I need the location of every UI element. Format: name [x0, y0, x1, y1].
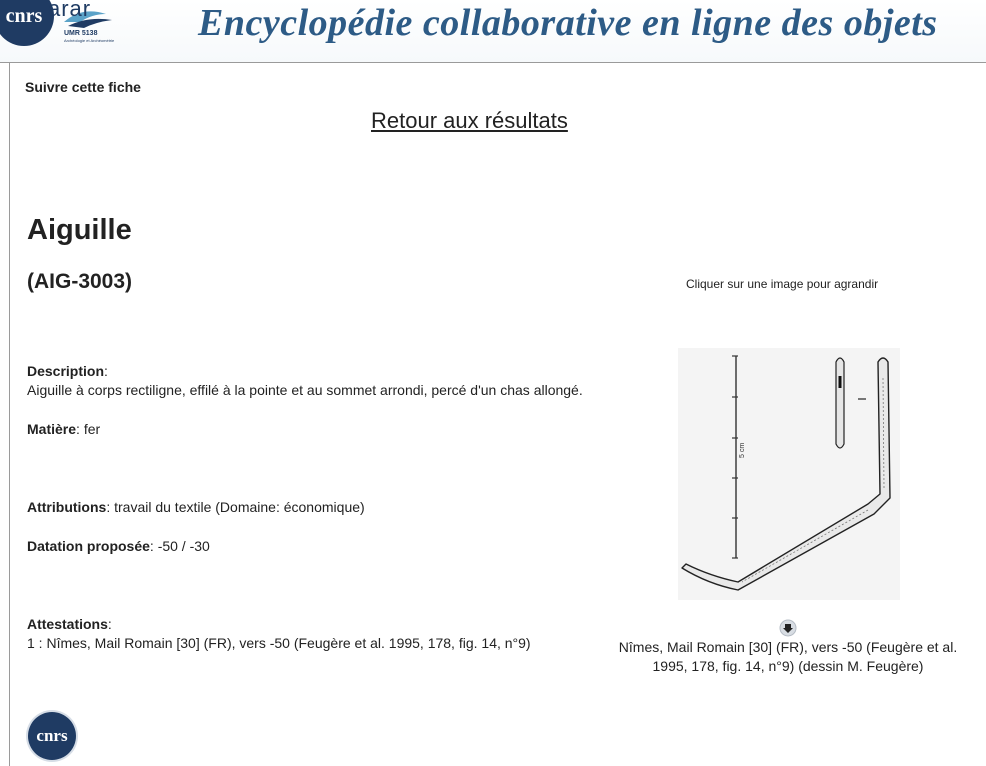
attestation-item: 1 : Nîmes, Mail Romain [30] (FR), vers -50 (Feugère et al. 1995, 178, fig. 14, n°9)	[27, 635, 531, 651]
cnrs-footer-logo[interactable]	[28, 712, 76, 760]
description-label: Description	[27, 363, 105, 379]
image-caption: Nîmes, Mail Romain [30] (FR), vers -50 (Feugère et al. 1995, 178, fig. 14, n°9) (dessin M. Feugère)	[618, 639, 958, 674]
cnrs-logo-text: cnrs	[5, 4, 43, 27]
page-title: Aiguille	[27, 214, 132, 246]
attributions-value: travail du textile (Domaine: économique)	[114, 499, 365, 515]
arar-logo-text: arar	[48, 0, 92, 21]
attributions-field: Attributions: travail du textile (Domaine: économique)	[27, 499, 365, 515]
magnifier-icon[interactable]	[779, 619, 797, 637]
material-label: Matière	[27, 421, 77, 437]
cnrs-logo[interactable]	[0, 0, 54, 46]
description-text: Aiguille à corps rectiligne, effilé à la pointe et au sommet arrondi, percé d'un chas allongé.	[27, 382, 583, 398]
dating-field: Datation proposée: -50 / -30	[27, 538, 210, 554]
umr-sublabel: Archéologie et Archéométrie	[64, 38, 115, 43]
dating-value: -50 / -30	[157, 538, 210, 554]
follow-record-link[interactable]: Suivre cette fiche	[25, 79, 141, 95]
site-title: Encyclopédie collaborative en ligne des objets	[198, 2, 938, 44]
attributions-label: Attributions	[27, 499, 107, 515]
material-value: fer	[83, 421, 101, 437]
needle-drawing-image[interactable]	[678, 348, 900, 600]
attestations-label: Attestations	[27, 616, 108, 632]
image-hint: Cliquer sur une image pour agrandir	[686, 277, 879, 291]
material-field: Matière: fer	[27, 421, 101, 437]
footer-logo-text: cnrs	[36, 726, 68, 745]
scale-label: 5 cm	[739, 442, 746, 458]
dating-label: Datation proposée	[27, 538, 150, 554]
item-reference: (AIG-3003)	[27, 270, 133, 293]
site-banner	[0, 0, 986, 63]
attestations-field: Attestations: 1 : Nîmes, Mail Romain [30] (FR), vers -50 (Feugère et al. 1995, 178, fig. 14, n°9)	[27, 616, 531, 651]
description-field: Description: Aiguille à corps rectiligne, effilé à la pointe et au sommet arrondi, percé d'un chas allongé.	[27, 363, 583, 398]
left-divider	[9, 62, 10, 766]
umr-label: UMR 5138	[64, 30, 98, 37]
back-to-results-link[interactable]: Retour aux résultats	[371, 108, 568, 133]
